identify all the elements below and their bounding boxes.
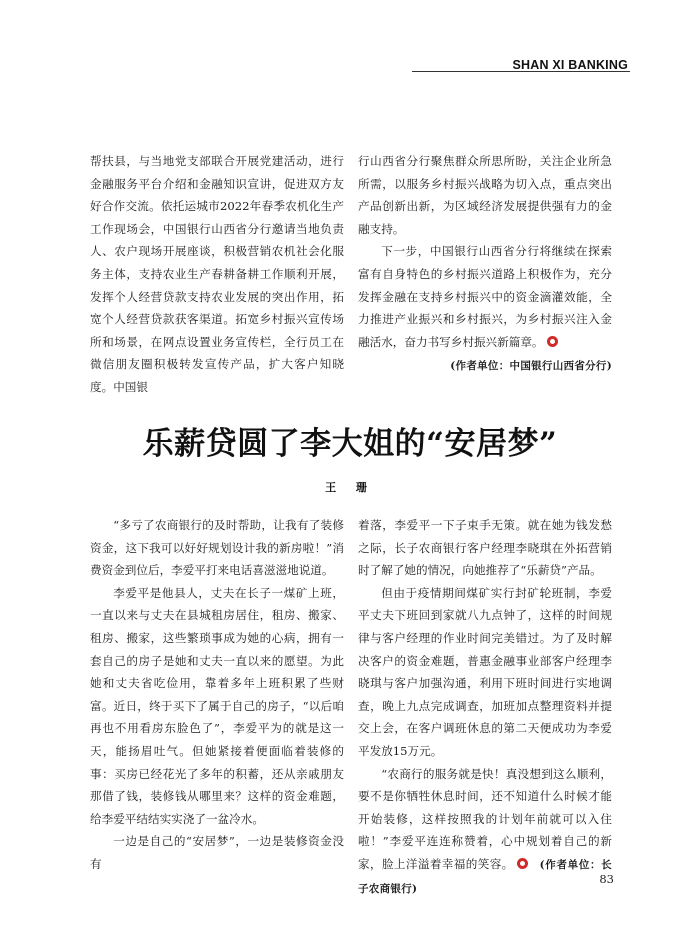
article-author: 王 珊 [325,481,375,494]
article-left-column [90,514,344,876]
paragraph: 但由于疫情期间煤矿实行封矿轮班制，李爱平丈夫下班回到家就八九点钟了，这样的时间规律与客户经理的作业时间完美错过。为了及时解决客户的资金难题，普惠金融事业部客户经理李晓琪与客户加强沟通，利用下班时间进行实地调查，晚上九点完成调查，加班加点整理资料并提交上会，在客户调班休息的第二天便成功为李爱平发放15万元。 [358,585,612,758]
paragraph: 行山西省分行聚焦群众所思所盼，关注企业所急所需，以服务乡村振兴战略为切入点，重点突出产品创新出新，为区域经济发展提供强有力的金融支持。 [358,154,612,236]
paragraph-with-endmark [358,763,612,901]
paragraph: “农商行的服务就是快！真没想到这么顺利，要不是你牺牲休息时间，还不知道什么时候才能开始装修，这样按照我的计划年前就可以入住啦！”李爱平连连称赞着，心中规划着自己的新家，脸上洋溢着幸福的笑容。 [358,766,612,871]
article-title: 乐薪贷圆了李大姐的“安居梦” [142,425,558,462]
previous-article-byline: (作者单位：中国银行山西省分行) [450,360,612,373]
paragraph: 帮扶县，与当地党支部联合开展党建活动，进行金融服务平台介绍和金融知识宣讲，促进双方友好合作交流。依托运城市2022年春季农机化生产工作现场会，中国银行山西省分行邀请当地负责人、农户现场开展座谈，积极营销农机社会化服务主体，支持农业生产春耕备耕工作顺利开展，发挥个人经营贷款支持农业发展的突出作用，拓宽个人经营贷款获客渠道。拓宽乡村振兴宣传场所和场景，在网点设置业务宣传栏，全行员工在微信朋友圈积极转发宣传产品，扩大客户知晓度。中国银 [90,154,344,394]
article-byline: (作者单位：长子农商银行) [358,858,612,895]
paragraph: 着落，李爱平一下子束手无策。就在她为钱发愁之际，长子农商银行客户经理李晓琪在外拓营销时了解了她的情况，向她推荐了“乐薪贷”产品。 [358,518,612,578]
paragraph-with-endmark [358,240,612,353]
article-right-column [358,514,612,900]
journal-header-tag: SHAN XI BANKING [512,58,628,72]
paragraph: 一边是自己的“安居梦”，一边是装修资金没有 [90,834,344,871]
paragraph: 下一步，中国银行山西省分行将继续在探索富有自身特色的乡村振兴道路上积极作为，充分发挥金融在支持乡村振兴中的资金滴灌效能，全力推进产业振兴和乡村振兴，为乡村振兴注入金融活水，奋力书写乡村振兴新篇章。 [358,244,612,349]
end-mark-icon [547,336,558,347]
paragraph: “多亏了农商银行的及时帮助，让我有了装修资金，这下我可以好好规划设计我的新房啦！”消费资金到位后，李爱平打来电话喜滋滋地说道。 [90,518,344,578]
end-mark-icon [517,858,528,869]
paragraph: 李爱平是他县人，丈夫在长子一煤矿上班，一直以来与丈夫在县城租房居住，租房、搬家、租房、搬家，这些繁琐事成为她的心病，拥有一套自己的房子是她和丈夫一直以来的愿望。为此她和丈夫省吃俭用，靠着多年上班积累了些财富。近日，终于买下了属于自己的房子，“以后咱再也不用看房东脸色了”，李爱平为的就是这一天，能扬眉吐气。但她紧接着便面临着装修的事：买房已经花光了多年的积蓄，还从亲戚朋友那借了钱，装修钱从哪里来？这样的资金难题，给李爱平结结实实浇了一盆冷水。 [90,585,344,826]
previous-article-right-column [358,150,612,378]
header-rule [412,71,630,72]
page-number: 83 [599,872,614,886]
previous-article-left-column [90,150,344,399]
